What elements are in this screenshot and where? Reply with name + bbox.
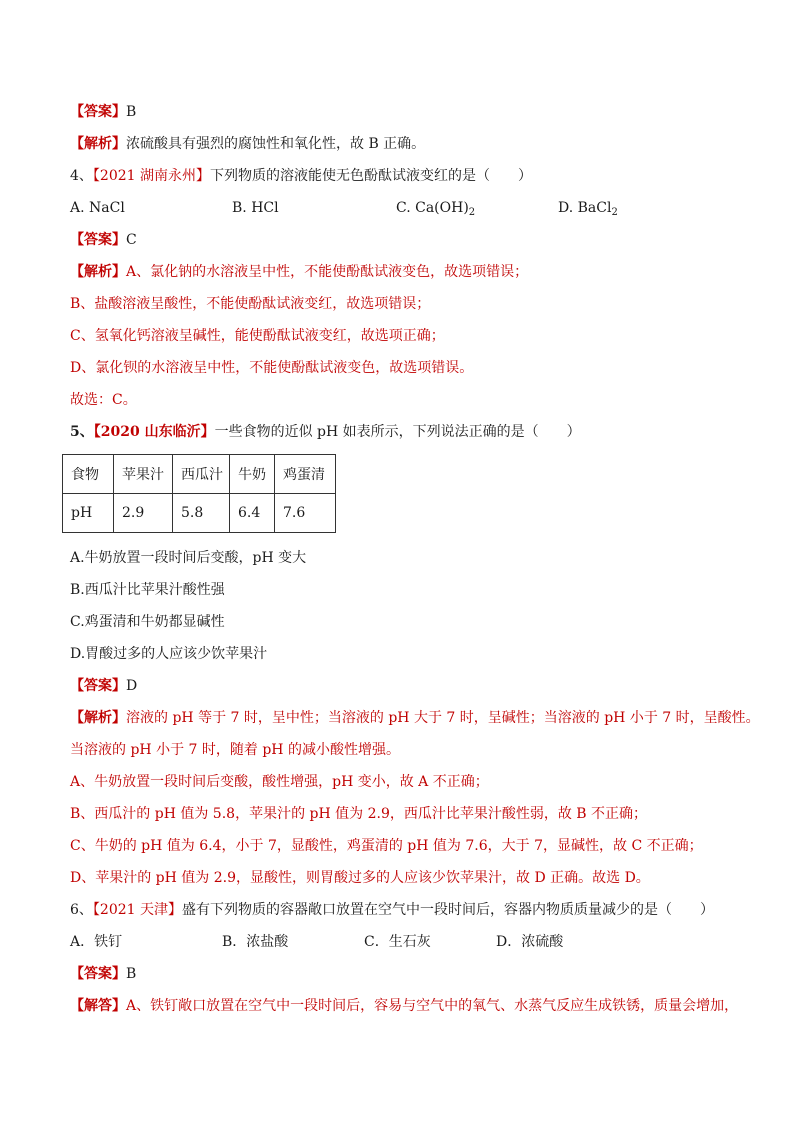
q4-number: 4、 xyxy=(70,168,93,184)
q6-answer-value: B xyxy=(126,966,137,982)
table-row xyxy=(63,494,336,533)
table-cell: 食物 xyxy=(63,455,114,494)
answer-tag: 【答案】 xyxy=(70,232,126,248)
q5-option-c: C.鸡蛋清和牛奶都显碱性 xyxy=(70,614,225,630)
q6-source: 【2021 天津】 xyxy=(92,902,183,918)
q4-analysis-3: C、氢氧化钙溶液呈碱性，能使酚酞试液变红，故选项正确； xyxy=(70,328,445,344)
q4-source: 【2021 湖南永州】 xyxy=(92,168,211,184)
q3-answer xyxy=(70,102,136,122)
answer-tag: 【答案】 xyxy=(70,678,126,694)
q4-stem xyxy=(70,166,532,186)
q5-answer-value: D xyxy=(126,678,138,694)
q6-option-d: D．浓硫酸 xyxy=(496,934,564,950)
q5-option-b: B.西瓜汁比苹果汁酸性强 xyxy=(70,582,225,598)
q5-source: 【2020 山东临沂】 xyxy=(93,424,215,440)
answer-tag: 【答案】 xyxy=(70,966,126,982)
table-cell: 鸡蛋清 xyxy=(275,455,336,494)
q6-stem xyxy=(70,900,714,920)
q5-answer xyxy=(70,676,137,696)
q4-option-d: D. BaCl$_2$ xyxy=(558,200,618,218)
analysis-tag: 【解析】 xyxy=(70,136,126,152)
q6-option-c: C．生石灰 xyxy=(364,934,431,950)
q5-analysis-0b: 当溶液的 pH 小于 7 时，随着 pH 的减小酸性增强。 xyxy=(70,742,400,758)
table-cell: 6.4 xyxy=(230,494,275,533)
table-cell: 7.6 xyxy=(275,494,336,533)
q4-analysis-1: 【解析】A、氯化钠的水溶液呈中性，不能使酚酞试液变色，故选项错误； xyxy=(70,264,529,280)
analysis-tag: 【解析】 xyxy=(70,710,126,726)
q5-analysis-0: 【解析】溶液的 pH 等于 7 时，呈中性；当溶液的 pH 大于 7 时，呈碱性；当溶液的 pH 小于 7 时，呈酸性。 xyxy=(70,710,760,726)
q6-option-a: A．铁钉 xyxy=(70,934,123,950)
q6-options xyxy=(70,932,750,952)
q6-solution-1: 【解答】A、铁钉敞口放置在空气中一段时间后，容易与空气中的氧气、水蒸气反应生成铁锈，质量会增加， xyxy=(70,998,739,1014)
q5-analysis-1: A、牛奶放置一段时间后变酸，酸性增强，pH 变小，故 A 不正确； xyxy=(70,774,489,790)
table-cell: 2.9 xyxy=(114,494,173,533)
q5-analysis-4: D、苹果汁的 pH 值为 2.9，显酸性，则胃酸过多的人应该少饮苹果汁，故 D 正确。故选 D。 xyxy=(70,870,650,886)
table-cell: 苹果汁 xyxy=(114,455,173,494)
q4-option-a: A. NaCl xyxy=(70,200,125,216)
table-cell: pH xyxy=(63,494,114,533)
q4-analysis-2: B、盐酸溶液呈酸性，不能使酚酞试液变红，故选项错误； xyxy=(70,296,431,312)
q6-number: 6、 xyxy=(70,902,93,918)
q3-analysis xyxy=(70,134,425,154)
table-header-row xyxy=(63,455,336,494)
q4-options xyxy=(70,198,750,218)
q5-stem-text: 一些食物的近似 pH 如表所示，下列说法正确的是（ ） xyxy=(214,424,581,440)
solution-tag: 【解答】 xyxy=(70,998,126,1014)
q4-stem-text: 下列物质的溶液能使无色酚酞试液变红的是（ ） xyxy=(210,168,533,184)
table-cell: 西瓜汁 xyxy=(173,455,230,494)
q4-answer xyxy=(70,230,137,250)
q5-option-a: A.牛奶放置一段时间后变酸，pH 变大 xyxy=(70,550,307,566)
q4-analysis-4: D、氯化钡的水溶液呈中性，不能使酚酞试液变色，故选项错误。 xyxy=(70,360,474,376)
q3-answer-value: B xyxy=(126,104,137,120)
q5-analysis-3: C、牛奶的 pH 值为 6.4，小于 7，显酸性，鸡蛋清的 pH 值为 7.6，大于 7，显碱性，故 C 不正确； xyxy=(70,838,703,854)
q6-stem-text: 盛有下列物质的容器敞口放置在空气中一段时间后，容器内物质质量减少的是（ ） xyxy=(182,902,715,918)
q5-number: 5、 xyxy=(70,424,94,440)
q6-answer xyxy=(70,964,136,984)
ph-table xyxy=(62,454,336,533)
q5-option-d: D.胃酸过多的人应该少饮苹果汁 xyxy=(70,646,268,662)
q3-analysis-text: 浓硫酸具有强烈的腐蚀性和氧化性，故 B 正确。 xyxy=(126,136,426,152)
q5-stem xyxy=(70,422,581,442)
analysis-tag: 【解析】 xyxy=(70,264,126,280)
table-cell: 5.8 xyxy=(173,494,230,533)
q4-choice: 故选：C。 xyxy=(70,392,137,408)
q5-analysis-2: B、西瓜汁的 pH 值为 5.8，苹果汁的 pH 值为 2.9，西瓜汁比苹果汁酸性弱，故 B 不正确； xyxy=(70,806,648,822)
q4-option-c: C. $Ca(OH)_2$ xyxy=(396,200,476,218)
answer-tag: 【答案】 xyxy=(70,104,126,120)
q4-answer-value: C xyxy=(126,232,137,248)
table-cell: 牛奶 xyxy=(230,455,275,494)
q4-option-b: B. HCl xyxy=(232,200,279,216)
q6-option-b: B．浓盐酸 xyxy=(222,934,289,950)
